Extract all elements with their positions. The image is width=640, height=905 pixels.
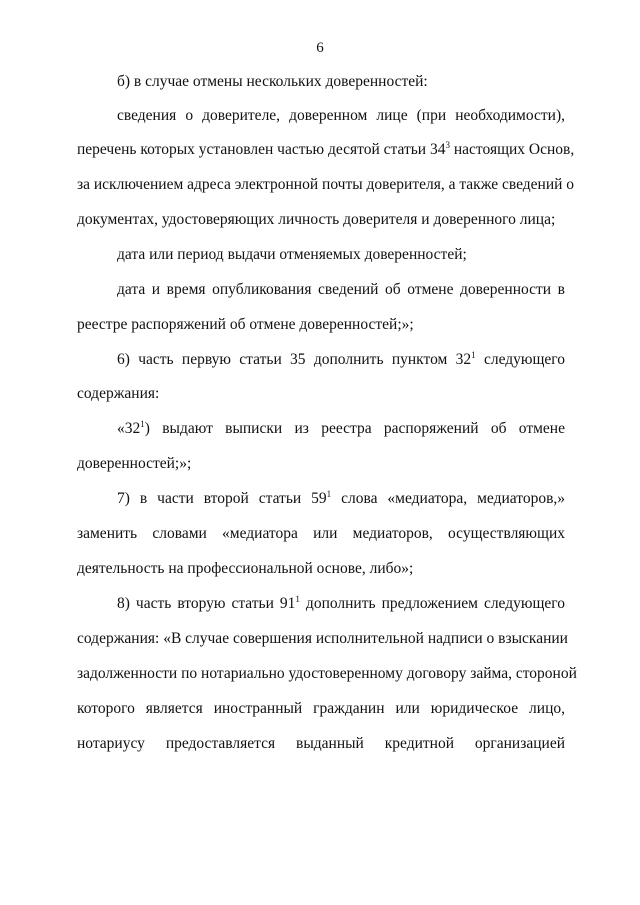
text-line	[117, 419, 565, 439]
text-run: заменить словами «медиатора или медиаторов, осуществляющих	[77, 525, 565, 542]
text-run: 6) часть первую статьи 35 дополнить пунктом 32	[117, 351, 472, 368]
page-number: 6	[316, 40, 324, 56]
text-run: доверенностей;»;	[77, 455, 192, 472]
text-line	[77, 664, 577, 684]
text-run: которого является иностранный гражданин или юридическое лицо,	[77, 700, 565, 717]
text-line	[77, 559, 565, 579]
superscript: 1	[140, 419, 145, 429]
text-run: деятельность на профессиональной основе, либо»;	[77, 560, 414, 577]
text-run: документах, удостоверяющих личность доверителя и доверенного лица;	[77, 211, 556, 228]
text-line	[77, 315, 565, 335]
text-run: за исключением адреса электронной почты доверителя, а также сведений о	[77, 176, 575, 193]
superscript: 3	[445, 140, 450, 150]
superscript: 1	[471, 350, 476, 360]
text-run: реестре распоряжений об отмене доверенностей;»;	[77, 316, 414, 333]
text-line	[117, 350, 565, 370]
text-line	[117, 72, 565, 92]
text-line	[77, 210, 565, 230]
text-run: содержания:	[77, 385, 160, 402]
text-run: нотариусу предоставляется выданный кредитной организацией	[77, 735, 565, 752]
text-line	[117, 245, 565, 265]
text-run: дата и время опубликования сведений об отмене доверенности в	[117, 281, 565, 298]
text-run: перечень которых установлен частью десятой статьи 34	[77, 141, 446, 158]
text-line	[77, 175, 575, 195]
text-line	[117, 106, 565, 126]
text-run: следующего	[475, 351, 565, 368]
text-line	[77, 629, 568, 649]
text-run: содержания: «В случае совершения исполнительной надписи о взыскании	[77, 630, 568, 647]
text-run: «32	[117, 420, 141, 437]
text-run: дополнить предложением следующего	[299, 595, 565, 612]
text-line	[77, 140, 575, 160]
text-run: 7) в части второй статьи 59	[117, 490, 327, 507]
text-run: 8) часть вторую статьи 91	[117, 595, 296, 612]
text-line	[77, 524, 565, 544]
text-line	[117, 280, 565, 300]
superscript: 1	[326, 489, 332, 499]
text-run: слова «медиатора, медиаторов,»	[331, 490, 566, 507]
text-line	[77, 699, 565, 719]
text-run: сведения о доверителе, доверенном лице (при необходимости),	[117, 107, 565, 124]
text-run: настоящих Основ,	[449, 141, 575, 158]
text-run: ) выдают выписки из реестра распоряжений об отмене	[144, 420, 565, 437]
text-line	[77, 384, 565, 404]
text-line	[117, 594, 565, 614]
text-run: задолженности по нотариально удостоверенному договору займа, стороной	[77, 665, 577, 682]
text-line	[117, 489, 565, 509]
text-run: б) в случае отмены нескольких доверенностей:	[117, 73, 428, 90]
text-line	[77, 454, 565, 474]
text-line	[77, 734, 565, 754]
text-run: дата или период выдачи отменяемых доверенностей;	[117, 246, 467, 263]
superscript: 1	[295, 594, 300, 604]
